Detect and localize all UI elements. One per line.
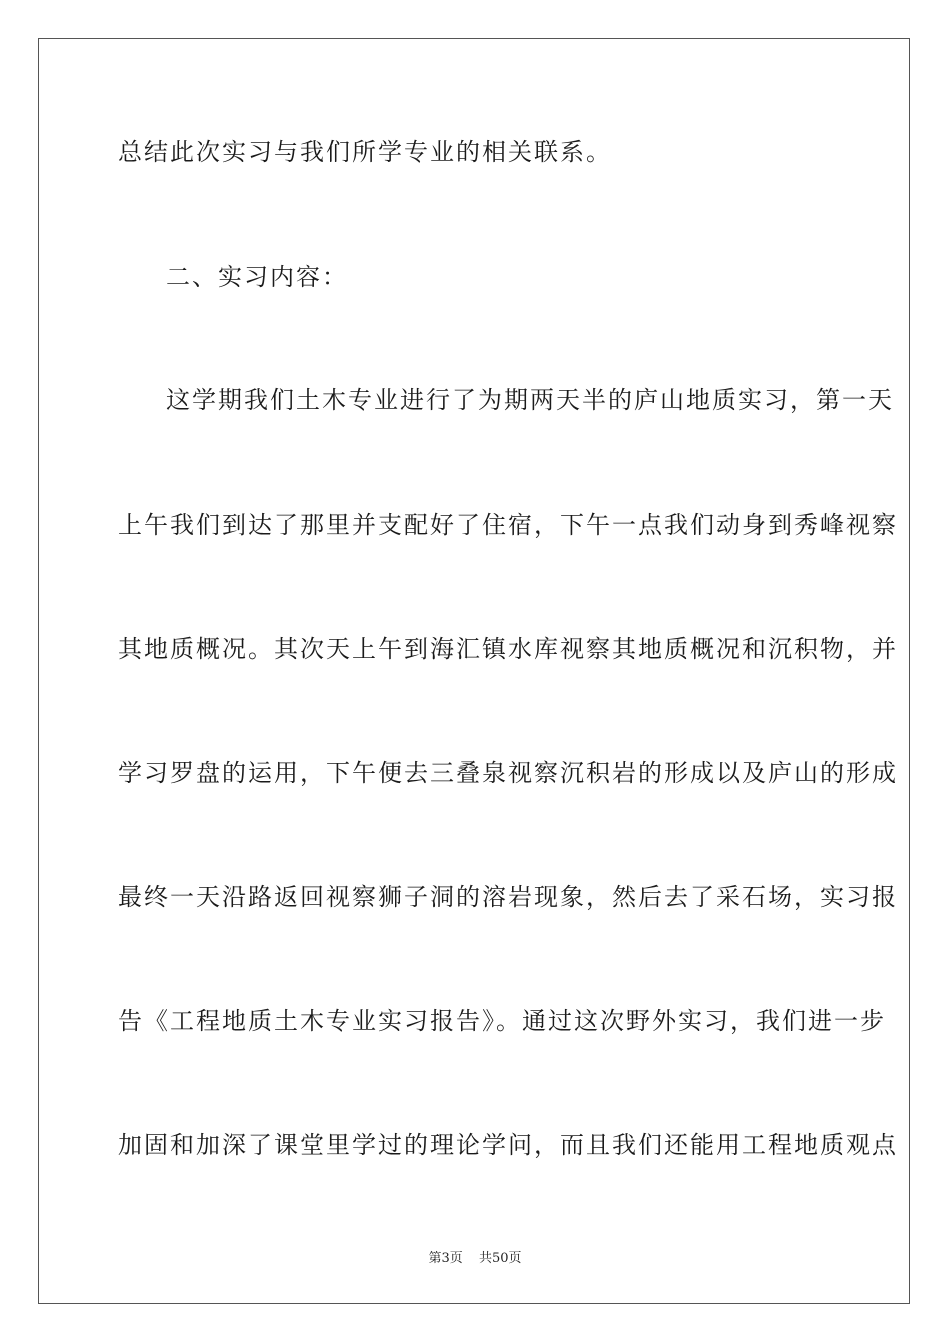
text-line-5: 其地质概况。其次天上午到海汇镇水库视察其地质概况和沉积物，并 bbox=[118, 635, 898, 663]
text-line-1: 总结此次实习与我们所学专业的相关联系。 bbox=[118, 138, 612, 166]
page-total: 共50页 bbox=[478, 1251, 522, 1266]
text-line-8: 告《工程地质土木专业实习报告》。通过这次野外实习，我们进一步 bbox=[118, 1007, 886, 1035]
page-footer bbox=[0, 1247, 950, 1266]
text-line-9: 加固和加深了课堂里学过的理论学问，而且我们还能用工程地质观点 bbox=[118, 1131, 898, 1159]
page-frame bbox=[38, 38, 910, 1304]
section-heading: 二、实习内容： bbox=[166, 263, 348, 291]
page-number: 第3页 bbox=[428, 1251, 463, 1266]
text-line-4: 上午我们到达了那里并支配好了住宿，下午一点我们动身到秀峰视察 bbox=[118, 511, 898, 539]
text-line-6: 学习罗盘的运用，下午便去三叠泉视察沉积岩的形成以及庐山的形成 bbox=[118, 759, 898, 787]
text-line-3: 这学期我们土木专业进行了为期两天半的庐山地质实习，第一天 bbox=[166, 386, 894, 414]
text-line-7: 最终一天沿路返回视察狮子洞的溶岩现象，然后去了采石场，实习报 bbox=[118, 883, 898, 911]
